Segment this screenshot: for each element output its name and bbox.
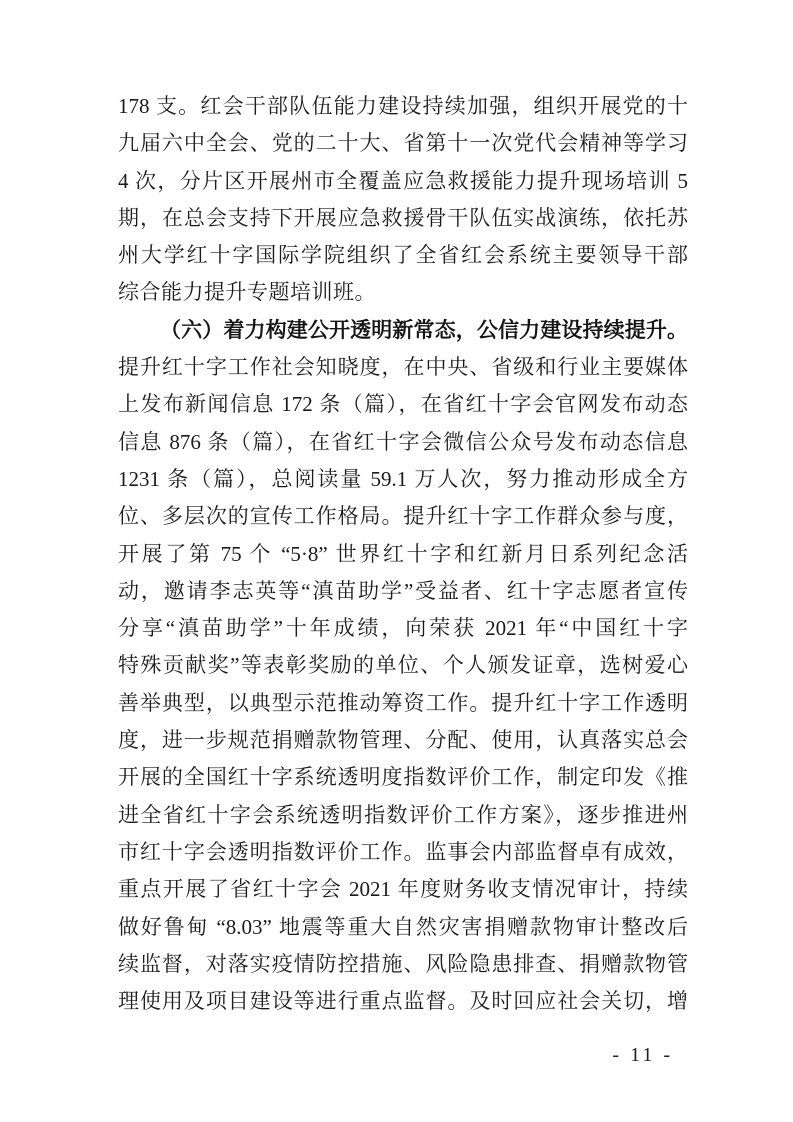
- body-text-line: 动，邀请李志英等“滇苗助学”受益者、红十字志愿者宣传: [118, 578, 688, 603]
- body-text-line: 1231 条（篇），总阅读量 59.1 万人次，努力推动形成全方: [118, 466, 688, 491]
- page-number: - 11 -: [612, 1044, 673, 1066]
- body-text-line: 九届六中全会、党的二十大、省第十一次党代会精神等学习: [118, 131, 688, 156]
- body-text-line: 分享“滇苗助学”十年成绩，向荣获 2021 年“中国红十字: [118, 616, 688, 641]
- body-text-line: 做好鲁甸 “8.03” 地震等重大自然灾害捐赠款物审计整改后: [118, 914, 688, 939]
- body-text-line: 综合能力提升专题培训班。: [118, 280, 376, 305]
- body-text-line: 期，在总会支持下开展应急救援骨干队伍实战演练，依托苏: [118, 205, 688, 230]
- body-text-line: 开展的全国红十字系统透明度指数评价工作，制定印发《推: [118, 765, 688, 790]
- body-text-line: 4 次，分片区开展州市全覆盖应急救援能力提升现场培训 5: [118, 168, 688, 193]
- body-text-line: 178 支。红会干部队伍能力建设持续加强，组织开展党的十: [118, 94, 688, 118]
- body-text-line: 信息 876 条（篇），在省红十字会微信公众号发布动态信息: [118, 429, 688, 454]
- body-text-line: 位、多层次的宣传工作格局。提升红十字工作群众参与度，: [118, 504, 688, 529]
- body-text-line: 重点开展了省红十字会 2021 年度财务收支情况审计，持续: [118, 877, 688, 902]
- document-body: [118, 88, 688, 1020]
- body-text-line: 州大学红十字国际学院组织了全省红会系统主要领导干部: [118, 243, 688, 268]
- body-text-line: 提升红十字工作社会知晓度，在中央、省级和行业主要媒体: [118, 355, 688, 380]
- body-text-line: 度，进一步规范捐赠款物管理、分配、使用，认真落实总会: [118, 728, 688, 753]
- body-text-line: 上发布新闻信息 172 条（篇），在省红十字会官网发布动态: [118, 392, 688, 417]
- section-heading-line: （六）着力构建公开透明新常态，公信力建设持续提升。: [160, 317, 688, 342]
- body-text-line: 市红十字会透明指数评价工作。监事会内部监督卓有成效，: [118, 839, 688, 864]
- body-text-line: 进全省红十字会系统透明指数评价工作方案》，逐步推进州: [118, 802, 688, 827]
- body-text-line: 特殊贡献奖”等表彰奖励的单位、个人颁发证章，选树爱心: [118, 653, 688, 678]
- body-text-line: 续监督，对落实疫情防控措施、风险隐患排查、捐赠款物管: [118, 951, 688, 976]
- body-text-line: 理使用及项目建设等进行重点监督。及时回应社会关切，增: [118, 989, 688, 1014]
- body-text-line: 开展了第 75 个 “5·8” 世界红十字和红新月日系列纪念活: [118, 541, 688, 566]
- body-text-line: 善举典型，以典型示范推动筹资工作。提升红十字工作透明: [118, 690, 688, 715]
